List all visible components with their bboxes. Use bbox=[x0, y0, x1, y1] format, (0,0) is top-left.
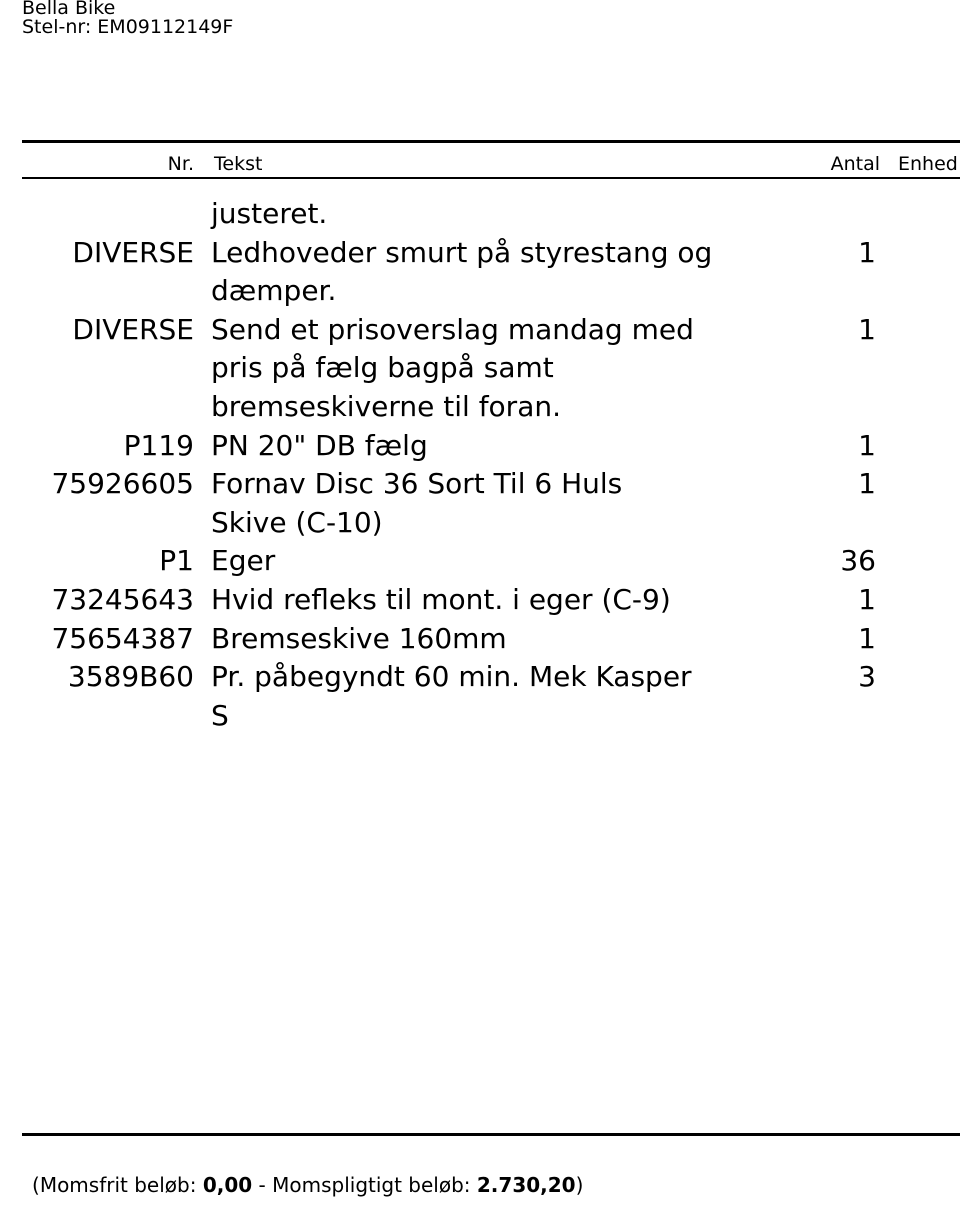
line-items bbox=[0, 195, 960, 735]
table-header-rule bbox=[22, 177, 960, 179]
item-quantity: 1 bbox=[858, 582, 876, 616]
item-number: 3589B60 bbox=[67, 660, 194, 694]
vat-summary-open-paren: ( bbox=[32, 1173, 40, 1197]
table-bottom-rule bbox=[22, 1133, 960, 1136]
item-quantity: 36 bbox=[840, 544, 876, 578]
table-row bbox=[0, 581, 960, 620]
table-row bbox=[0, 620, 960, 659]
table-row bbox=[0, 234, 960, 311]
column-header-nr: Nr. bbox=[167, 153, 194, 175]
vat-summary-separator: - bbox=[252, 1173, 273, 1197]
item-quantity: 1 bbox=[858, 428, 876, 462]
item-number: 75654387 bbox=[51, 621, 194, 655]
item-text: Send et prisoverslag mandag med pris på fælg bagpå samt bremseskiverne til foran. bbox=[211, 312, 694, 423]
item-text: Fornav Disc 36 Sort Til 6 Huls Skive (C-10) bbox=[211, 467, 623, 539]
table-row bbox=[0, 658, 960, 735]
item-text: Hvid refleks til mont. i eger (C-9) bbox=[211, 582, 671, 616]
column-header-tekst: Tekst bbox=[214, 153, 263, 175]
vat-free-amount: 0,00 bbox=[202, 1173, 253, 1197]
table-row bbox=[0, 311, 960, 427]
item-text: justeret. bbox=[211, 197, 328, 230]
table-top-rule bbox=[22, 140, 960, 143]
item-number: DIVERSE bbox=[72, 312, 194, 346]
vat-summary-close-paren: ) bbox=[575, 1173, 584, 1197]
vat-summary bbox=[32, 1173, 583, 1197]
column-header-enhed: Enhed bbox=[898, 153, 958, 175]
item-text: Eger bbox=[211, 544, 276, 578]
table-row bbox=[0, 195, 960, 234]
vat-free-label: Momsfrit beløb: bbox=[39, 1173, 203, 1197]
item-text: PN 20" DB fælg bbox=[211, 428, 428, 462]
table-row bbox=[0, 427, 960, 466]
item-number: 75926605 bbox=[51, 467, 194, 501]
item-quantity: 1 bbox=[858, 621, 876, 655]
column-header-antal: Antal bbox=[830, 153, 880, 175]
table-row bbox=[0, 542, 960, 581]
item-quantity: 1 bbox=[858, 235, 876, 269]
item-number: 73245643 bbox=[51, 582, 194, 616]
item-number: P119 bbox=[123, 428, 194, 462]
shop-name: Bella Bike bbox=[22, 0, 116, 19]
table-row bbox=[0, 465, 960, 542]
vat-liable-label: Momspligtigt beløb: bbox=[272, 1173, 477, 1197]
item-quantity: 1 bbox=[858, 467, 876, 501]
item-number: DIVERSE bbox=[72, 235, 194, 269]
item-text: Ledhoveder smurt på styrestang og dæmper. bbox=[211, 235, 713, 308]
frame-number: Stel-nr: EM09112149F bbox=[22, 16, 234, 38]
item-quantity: 1 bbox=[858, 312, 876, 346]
vat-liable-amount: 2.730,20 bbox=[476, 1173, 576, 1197]
item-number: P1 bbox=[159, 544, 194, 578]
item-quantity: 3 bbox=[858, 660, 876, 694]
item-text: Pr. påbegyndt 60 min. Mek Kasper S bbox=[211, 660, 692, 732]
item-text: Bremseskive 160mm bbox=[211, 621, 507, 655]
